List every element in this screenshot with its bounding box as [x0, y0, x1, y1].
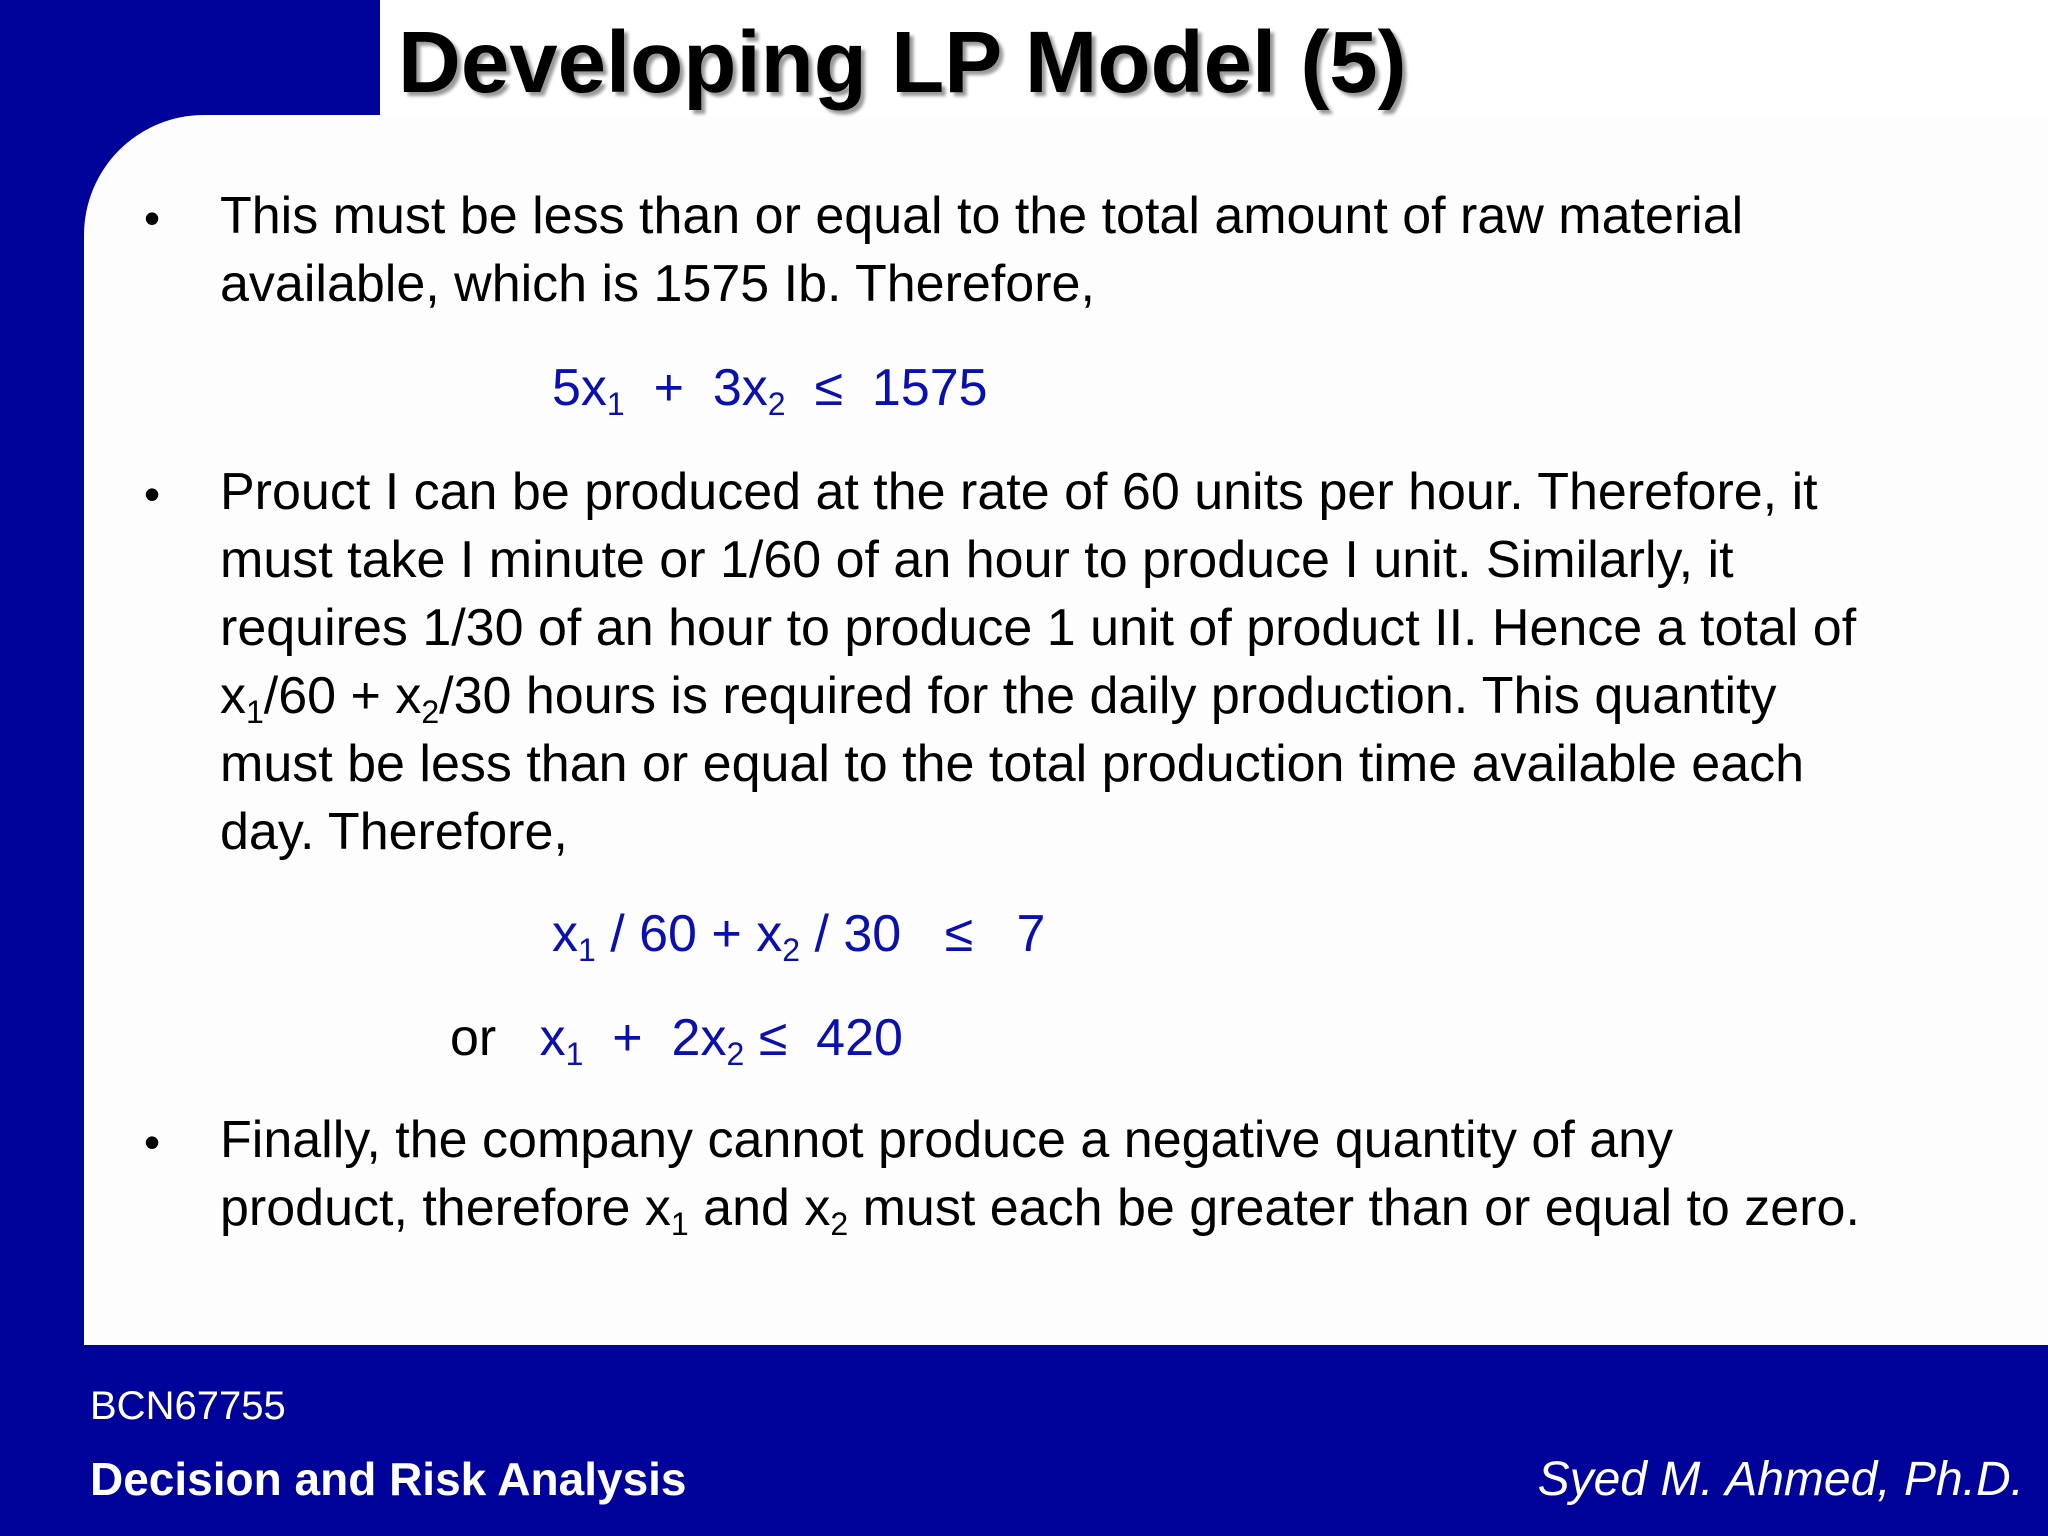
- eq1-part-a: 5x: [552, 359, 607, 417]
- eq1-part-c: ≤ 1575: [785, 359, 988, 417]
- b3-l2-a: product, therefore x: [220, 1179, 671, 1237]
- b2-l4-sub-1: 1: [246, 694, 264, 730]
- eq3-or-word: or: [450, 1009, 497, 1067]
- bullet-1-line-2: available, which is 1575 Ib. Therefore,: [220, 255, 1095, 313]
- bullet-3-marker: •: [144, 1116, 161, 1168]
- eq2-part-c: / 30 ≤ 7: [800, 905, 1046, 963]
- eq2-part-b: / 60 + x: [595, 905, 783, 963]
- bullet-1-text: [220, 182, 1743, 318]
- eq1-sub-2: 2: [767, 386, 786, 422]
- bullet-3-text: [220, 1106, 1860, 1242]
- eq1-sub-1: 1: [606, 386, 625, 422]
- bullet-1-line-1: This must be less than or equal to the total amount of raw material: [220, 187, 1744, 245]
- b2-l4-c: /30 hours is required for the daily production. This quantity: [439, 667, 1777, 725]
- b2-l4-b: /60 + x: [263, 667, 422, 725]
- eq3-sub-1: 1: [565, 1036, 584, 1072]
- course-name: Decision and Risk Analysis: [90, 1453, 687, 1505]
- author-name: Syed M. Ahmed, Ph.D.: [1537, 1453, 2024, 1506]
- bullet-2-line-1: Prouct I can be produced at the rate of 60 units per hour. Therefore, it: [220, 463, 1818, 521]
- b3-l2-b: and x: [688, 1179, 831, 1237]
- bullet-2-line-5: must be less than or equal to the total production time available each: [220, 735, 1805, 793]
- slide-title: Developing LP Model (5): [398, 14, 1407, 111]
- bullet-2-marker: •: [144, 468, 161, 520]
- b3-l2-sub-2: 2: [830, 1206, 849, 1242]
- bullet-2-line-6: day. Therefore,: [220, 803, 568, 861]
- bullet-2-line-3: requires 1/30 of an hour to produce 1 unit of product II. Hence a total of: [220, 599, 1857, 657]
- b2-l4-a: x: [220, 667, 246, 725]
- bullet-3-line-1: Finally, the company cannot produce a negative quantity of any: [220, 1111, 1674, 1169]
- eq3-part-a: x: [539, 1009, 566, 1067]
- course-code: BCN67755: [90, 1384, 286, 1428]
- bullet-1-marker: •: [144, 192, 161, 244]
- eq2-sub-1: 1: [578, 932, 596, 968]
- b3-l2-sub-1: 1: [670, 1206, 689, 1242]
- eq1-part-b: + 3x: [624, 359, 768, 417]
- equation-raw-material: [552, 354, 988, 422]
- eq2-sub-2: 2: [782, 932, 801, 968]
- equation-production-time: [552, 900, 1045, 968]
- eq3-part-b: + 2x: [583, 1009, 727, 1067]
- bullet-2-line-4: [220, 662, 1856, 730]
- b2-l4-sub-2: 2: [421, 694, 440, 730]
- b3-l2-c: must each be greater than or equal to zero.: [848, 1179, 1860, 1237]
- bullet-2-line-2: must take I minute or 1/60 of an hour to produce I unit. Similarly, it: [220, 531, 1734, 589]
- eq3-part-c: ≤ 420: [744, 1009, 903, 1067]
- bullet-3-line-2: [220, 1174, 1860, 1242]
- eq2-part-a: x: [552, 905, 578, 963]
- eq3-sub-2: 2: [726, 1036, 745, 1072]
- equation-production-time-simplified: [450, 1004, 903, 1072]
- bullet-2-text: [220, 458, 1856, 866]
